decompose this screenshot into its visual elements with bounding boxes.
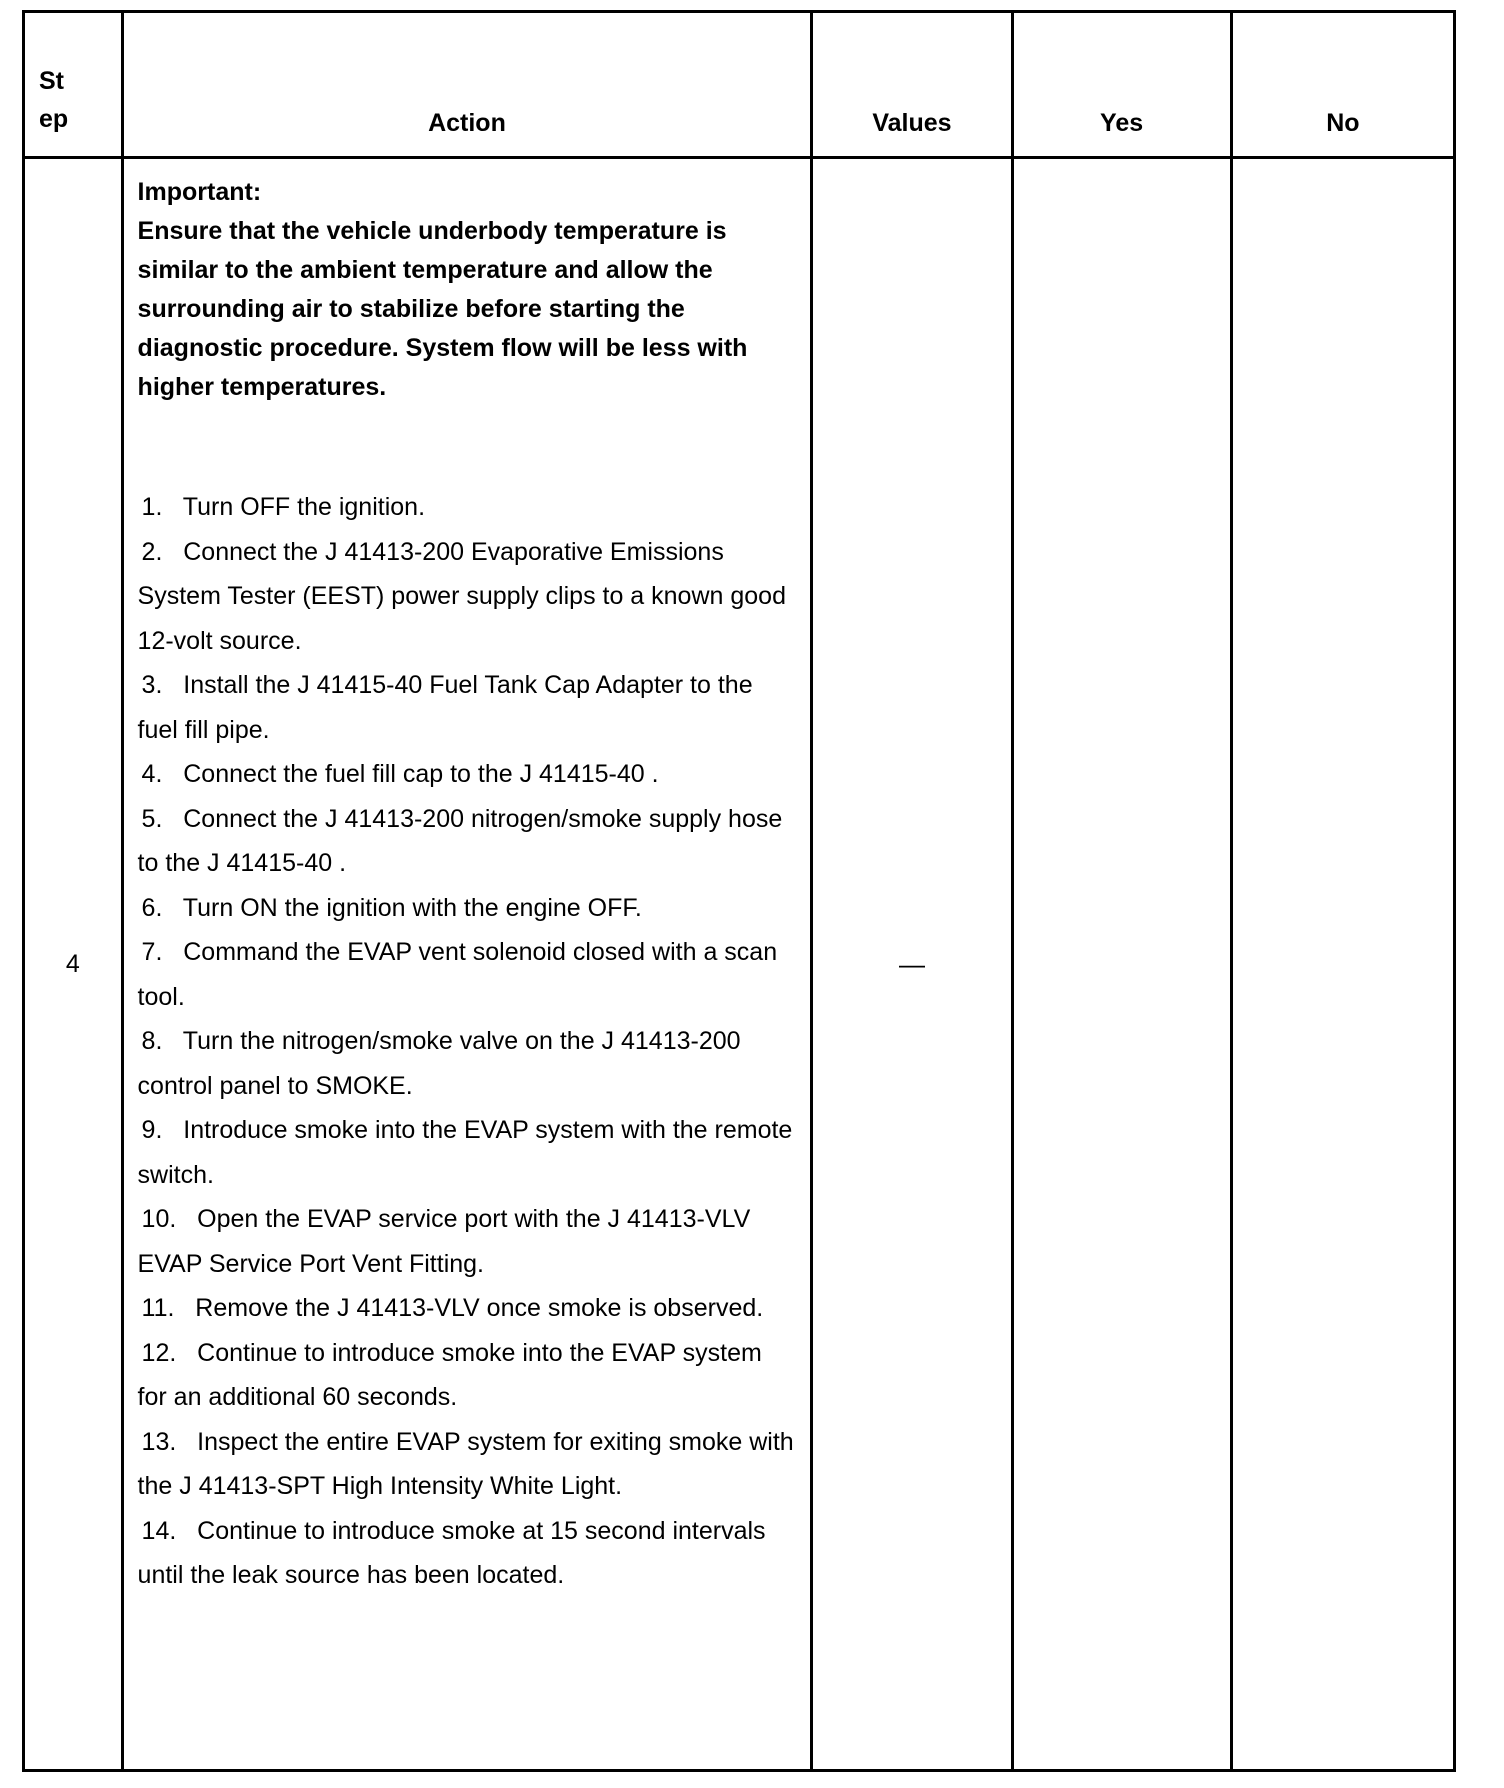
procedure-step [138, 752, 797, 797]
values-cell: — [812, 158, 1012, 1771]
procedure-step [138, 663, 797, 752]
step-text: Continue to introduce smoke into the EVAP system for an additional 60 seconds. [137, 1338, 762, 1411]
action-cell [122, 158, 812, 1771]
step-text: Install the J 41415-40 Fuel Tank Cap Adapter to the fuel fill pipe. [137, 671, 753, 744]
no-cell [1231, 158, 1454, 1771]
procedure-step [138, 1108, 797, 1197]
step-index: 6. [141, 893, 163, 922]
procedure-step [138, 1331, 797, 1420]
step-index: 5. [141, 804, 163, 833]
procedure-step [138, 930, 797, 1019]
step-index: 2. [141, 537, 163, 566]
diagnostic-table [22, 10, 1456, 1772]
procedure-step [138, 530, 797, 664]
yes-cell [1012, 158, 1231, 1771]
procedure-steps [138, 485, 797, 1598]
step-text: Turn OFF the ignition. [182, 493, 426, 521]
procedure-step [138, 1286, 797, 1331]
procedure-step [138, 1420, 797, 1509]
step-index: 3. [141, 671, 163, 699]
step-text: Inspect the entire EVAP system for exiting smoke with the J 41413-SPT High Intensity White Light. [137, 1427, 794, 1500]
step-number: 4 [24, 158, 123, 1771]
important-label: Important: [137, 178, 262, 206]
step-text: Open the EVAP service port with the J 41413-VLV EVAP Service Port Vent Fitting. [137, 1205, 751, 1278]
action-header: Action [122, 12, 812, 158]
procedure-step [138, 1197, 797, 1286]
step-index: 12. [141, 1338, 177, 1367]
step-header: St ep [24, 12, 123, 158]
yes-header: Yes [1012, 12, 1231, 158]
step-text: Connect the fuel fill cap to the J 41415-40 . [183, 760, 659, 788]
table-row [24, 158, 1455, 1771]
procedure-step [138, 485, 797, 530]
procedure-step [138, 886, 797, 931]
step-index: 7. [141, 938, 163, 966]
step-text: Turn the nitrogen/smoke valve on the J 41413-200 control panel to SMOKE. [137, 1027, 741, 1100]
step-text: Turn ON the ignition with the engine OFF. [182, 893, 642, 922]
procedure-step [138, 1019, 797, 1108]
step-text: Introduce smoke into the EVAP system with the remote switch. [137, 1116, 793, 1189]
step-index: 1. [141, 493, 163, 521]
header-row [24, 12, 1455, 158]
values-header: Values [812, 12, 1012, 158]
step-index: 9. [141, 1116, 163, 1144]
procedure-step [138, 1509, 797, 1598]
procedure-step [138, 797, 797, 886]
step-index: 4. [141, 760, 163, 788]
step-index: 10. [141, 1205, 177, 1233]
step-index: 11. [141, 1294, 175, 1322]
step-text: Remove the J 41413-VLV once smoke is observed. [195, 1294, 764, 1322]
step-index: 8. [141, 1027, 163, 1055]
step-text: Connect the J 41413-200 nitrogen/smoke supply hose to the J 41415-40 . [137, 804, 783, 877]
step-text: Command the EVAP vent solenoid closed with a scan tool. [137, 938, 778, 1011]
step-text: Connect the J 41413-200 Evaporative Emissions System Tester (EEST) power supply clips to a known good 12-volt source. [137, 537, 786, 655]
important-text: Ensure that the vehicle underbody temperature is similar to the ambient temperature and allow the surrounding air to stabilize before starting the diagnostic procedure. System flow will be less with higher temperatures. [137, 217, 748, 401]
step-text: Continue to introduce smoke at 15 second intervals until the leak source has been located. [137, 1516, 766, 1589]
no-header: No [1231, 12, 1454, 158]
step-index: 13. [141, 1427, 177, 1456]
step-index: 14. [141, 1516, 177, 1545]
